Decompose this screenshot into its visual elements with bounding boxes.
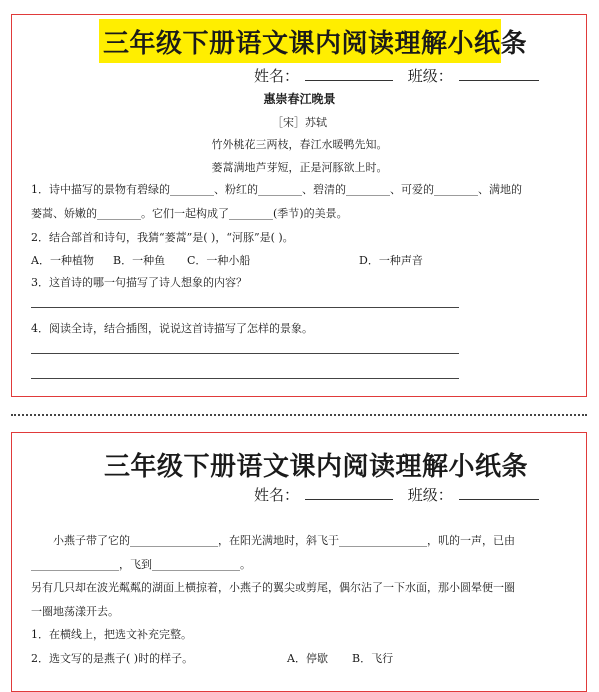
answer-line[interactable] xyxy=(31,353,459,354)
passage-line-1: 小燕子带了它的________________，在阳光满地时，斜飞于________________，叽的一声，已由 xyxy=(53,534,515,547)
poem-line-2: 蒌蒿满地芦芽短，正是河豚欲上时。 xyxy=(211,161,388,174)
name-blank[interactable] xyxy=(305,65,393,81)
question-2: 2．选文写的是燕子( )时的样子。 xyxy=(31,652,194,665)
answer-line[interactable] xyxy=(31,307,459,308)
option-b: B．飞行 xyxy=(352,652,394,665)
class-blank[interactable] xyxy=(459,484,539,500)
worksheet-title-1: 三年级下册语文课内阅读理解小纸条 xyxy=(103,29,528,59)
poem-title: 惠崇春江晚景 xyxy=(263,92,336,106)
name-class-row-2 xyxy=(254,484,539,505)
passage-line-3: 另有几只却在波光粼粼的湖面上横掠着，小燕子的翼尖或剪尾，偶尔沾了一下水面，那小圆晕便一圈 xyxy=(31,581,515,594)
class-label: 班级： xyxy=(407,486,453,504)
name-label: 姓名： xyxy=(254,486,300,504)
option-c: C．一种小船 xyxy=(187,254,251,267)
question-2: 2．结合部首和诗句，我猜“蒌蒿”是( )，“河豚”是( )。 xyxy=(31,231,294,244)
name-class-row-1 xyxy=(254,65,539,86)
class-blank[interactable] xyxy=(459,65,539,81)
option-b: B．一种鱼 xyxy=(113,254,166,267)
poem-author: ［宋］苏轼 xyxy=(272,116,327,129)
passage-line-2: ________________，飞到________________。 xyxy=(31,558,251,571)
question-1-line-1: 1．诗中描写的景物有碧绿的________、粉红的________、碧清的________、可爱的________、满地的 xyxy=(31,183,522,196)
question-3: 3．这首诗的哪一句描写了诗人想象的内容？ xyxy=(31,276,247,289)
option-d: D．一种声音 xyxy=(359,254,423,267)
name-blank[interactable] xyxy=(305,484,393,500)
question-1: 1．在横线上，把选文补充完整。 xyxy=(31,628,192,641)
poem-line-1: 竹外桃花三两枝，春江水暖鸭先知。 xyxy=(211,138,388,151)
answer-line[interactable] xyxy=(31,378,459,379)
class-label: 班级： xyxy=(407,67,453,85)
worksheet-title-2: 三年级下册语文课内阅读理解小纸条 xyxy=(104,452,529,482)
question-1-line-2: 蒌蒿、娇嫩的________。它们一起构成了________(季节)的美景。 xyxy=(31,207,348,220)
name-label: 姓名： xyxy=(254,67,300,85)
question-4: 4．阅读全诗，结合插图，说说这首诗描写了怎样的景象。 xyxy=(31,322,313,335)
option-a: A．一种植物 xyxy=(31,254,94,267)
option-a: A．停歇 xyxy=(287,652,328,665)
passage-line-4: 一圈地荡漾开去。 xyxy=(31,605,119,618)
cut-line xyxy=(11,414,587,416)
